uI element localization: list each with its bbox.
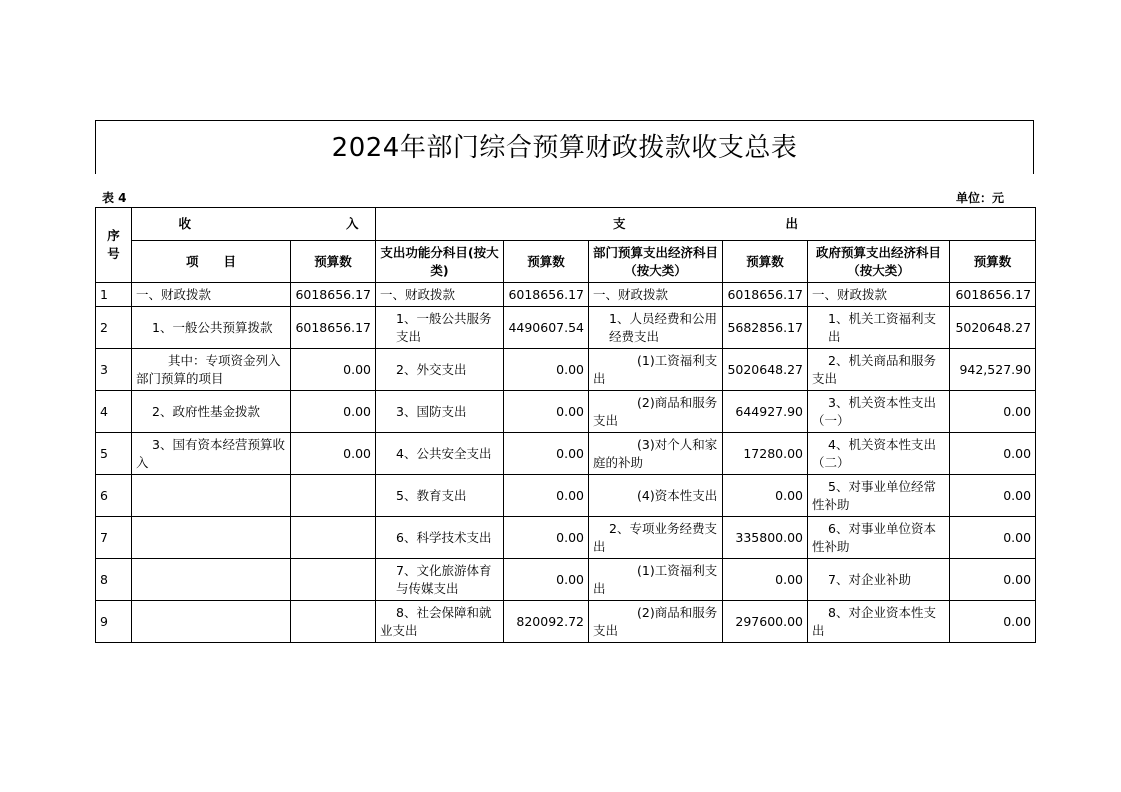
dept-item: (2)商品和服务支出 xyxy=(589,601,723,643)
func-amount: 0.00 xyxy=(504,349,589,391)
budget-header-3: 预算数 xyxy=(723,241,808,283)
func-item: 1、一般公共服务支出 xyxy=(376,307,504,349)
item-header: 项 目 xyxy=(132,241,291,283)
table-row xyxy=(96,559,1036,601)
dept-item: (1)工资福利支出 xyxy=(589,559,723,601)
unit-label: 单位：元 xyxy=(956,191,1005,205)
income-amount xyxy=(291,601,376,643)
dept-amount: 644927.90 xyxy=(723,391,808,433)
dept-item: 2、专项业务经费支出 xyxy=(589,517,723,559)
func-amount: 0.00 xyxy=(504,517,589,559)
dept-item: (4)资本性支出 xyxy=(589,475,723,517)
table-row xyxy=(96,601,1036,643)
func-amount: 4490607.54 xyxy=(504,307,589,349)
budget-table xyxy=(95,207,1036,643)
gov-item: 6、对事业单位资本性补助 xyxy=(808,517,950,559)
gov-amount: 0.00 xyxy=(950,517,1036,559)
dept-amount: 17280.00 xyxy=(723,433,808,475)
table-row xyxy=(96,391,1036,433)
table-row xyxy=(96,283,1036,307)
dept-econ-header: 部门预算支出经济科目（按大类） xyxy=(589,241,723,283)
dept-amount: 0.00 xyxy=(723,475,808,517)
income-item xyxy=(132,475,291,517)
expense-header-a: 支 xyxy=(613,216,626,231)
gov-amount: 6018656.17 xyxy=(950,283,1036,307)
income-amount: 0.00 xyxy=(291,349,376,391)
dept-item: 1、人员经费和公用经费支出 xyxy=(589,307,723,349)
row-number: 3 xyxy=(96,349,132,391)
func-item: 7、文化旅游体育与传媒支出 xyxy=(376,559,504,601)
title-box xyxy=(95,120,1034,174)
gov-item: 一、财政拨款 xyxy=(808,283,950,307)
row-number: 7 xyxy=(96,517,132,559)
income-item: 其中：专项资金列入部门预算的项目 xyxy=(132,349,291,391)
func-amount: 820092.72 xyxy=(504,601,589,643)
dept-amount: 5682856.17 xyxy=(723,307,808,349)
income-amount: 0.00 xyxy=(291,433,376,475)
func-item: 6、科学技术支出 xyxy=(376,517,504,559)
func-item: 8、社会保障和就业支出 xyxy=(376,601,504,643)
dept-item: (3)对个人和家庭的补助 xyxy=(589,433,723,475)
expense-group-header xyxy=(376,208,1036,241)
dept-amount: 335800.00 xyxy=(723,517,808,559)
row-number: 8 xyxy=(96,559,132,601)
income-group-header xyxy=(132,208,376,241)
budget-header-4: 预算数 xyxy=(950,241,1036,283)
func-amount: 0.00 xyxy=(504,391,589,433)
gov-item: 2、机关商品和服务支出 xyxy=(808,349,950,391)
table-row xyxy=(96,517,1036,559)
dept-item: (1)工资福利支出 xyxy=(589,349,723,391)
gov-item: 4、机关资本性支出（二） xyxy=(808,433,950,475)
row-number: 1 xyxy=(96,283,132,307)
table-row xyxy=(96,475,1036,517)
income-item xyxy=(132,559,291,601)
gov-item: 7、对企业补助 xyxy=(808,559,950,601)
func-amount: 0.00 xyxy=(504,433,589,475)
income-amount xyxy=(291,517,376,559)
income-item: 一、财政拨款 xyxy=(132,283,291,307)
income-amount xyxy=(291,559,376,601)
func-class-header: 支出功能分科目(按大类) xyxy=(376,241,504,283)
seq-header: 序号 xyxy=(96,208,132,283)
func-item: 3、国防支出 xyxy=(376,391,504,433)
gov-amount: 0.00 xyxy=(950,433,1036,475)
row-number: 5 xyxy=(96,433,132,475)
func-item: 4、公共安全支出 xyxy=(376,433,504,475)
income-item xyxy=(132,601,291,643)
page-title: 2024年部门综合预算财政拨款收支总表 xyxy=(331,133,798,163)
expense-header-b: 出 xyxy=(785,216,799,231)
gov-item: 3、机关资本性支出（一） xyxy=(808,391,950,433)
dept-amount: 0.00 xyxy=(723,559,808,601)
header-row-1 xyxy=(96,208,1036,241)
income-header-b: 入 xyxy=(345,216,359,231)
table-number: 表 4 xyxy=(102,191,127,205)
row-number: 6 xyxy=(96,475,132,517)
row-number: 9 xyxy=(96,601,132,643)
income-item: 3、国有资本经营预算收入 xyxy=(132,433,291,475)
dept-item: (2)商品和服务支出 xyxy=(589,391,723,433)
row-number: 2 xyxy=(96,307,132,349)
budget-header-1: 预算数 xyxy=(291,241,376,283)
gov-amount: 0.00 xyxy=(950,559,1036,601)
func-item: 5、教育支出 xyxy=(376,475,504,517)
func-amount: 0.00 xyxy=(504,475,589,517)
dept-amount: 5020648.27 xyxy=(723,349,808,391)
table-row xyxy=(96,433,1036,475)
income-amount: 6018656.17 xyxy=(291,307,376,349)
income-item xyxy=(132,517,291,559)
income-item: 1、一般公共预算拨款 xyxy=(132,307,291,349)
table-row xyxy=(96,349,1036,391)
gov-amount: 5020648.27 xyxy=(950,307,1036,349)
func-amount: 6018656.17 xyxy=(504,283,589,307)
income-amount: 0.00 xyxy=(291,391,376,433)
dept-item: 一、财政拨款 xyxy=(589,283,723,307)
table-row xyxy=(96,307,1036,349)
gov-item: 5、对事业单位经常性补助 xyxy=(808,475,950,517)
func-item: 2、外交支出 xyxy=(376,349,504,391)
gov-amount: 0.00 xyxy=(950,601,1036,643)
header-row-2 xyxy=(96,241,1036,283)
gov-amount: 0.00 xyxy=(950,391,1036,433)
income-header-a: 收 xyxy=(178,216,192,231)
func-item: 一、财政拨款 xyxy=(376,283,504,307)
income-item: 2、政府性基金拨款 xyxy=(132,391,291,433)
budget-header-2: 预算数 xyxy=(504,241,589,283)
gov-item: 1、机关工资福利支出 xyxy=(808,307,950,349)
func-amount: 0.00 xyxy=(504,559,589,601)
gov-amount: 942,527.90 xyxy=(950,349,1036,391)
gov-item: 8、对企业资本性支出 xyxy=(808,601,950,643)
gov-amount: 0.00 xyxy=(950,475,1036,517)
income-amount: 6018656.17 xyxy=(291,283,376,307)
row-number: 4 xyxy=(96,391,132,433)
gov-econ-header: 政府预算支出经济科目（按大类） xyxy=(808,241,950,283)
dept-amount: 6018656.17 xyxy=(723,283,808,307)
dept-amount: 297600.00 xyxy=(723,601,808,643)
income-amount xyxy=(291,475,376,517)
